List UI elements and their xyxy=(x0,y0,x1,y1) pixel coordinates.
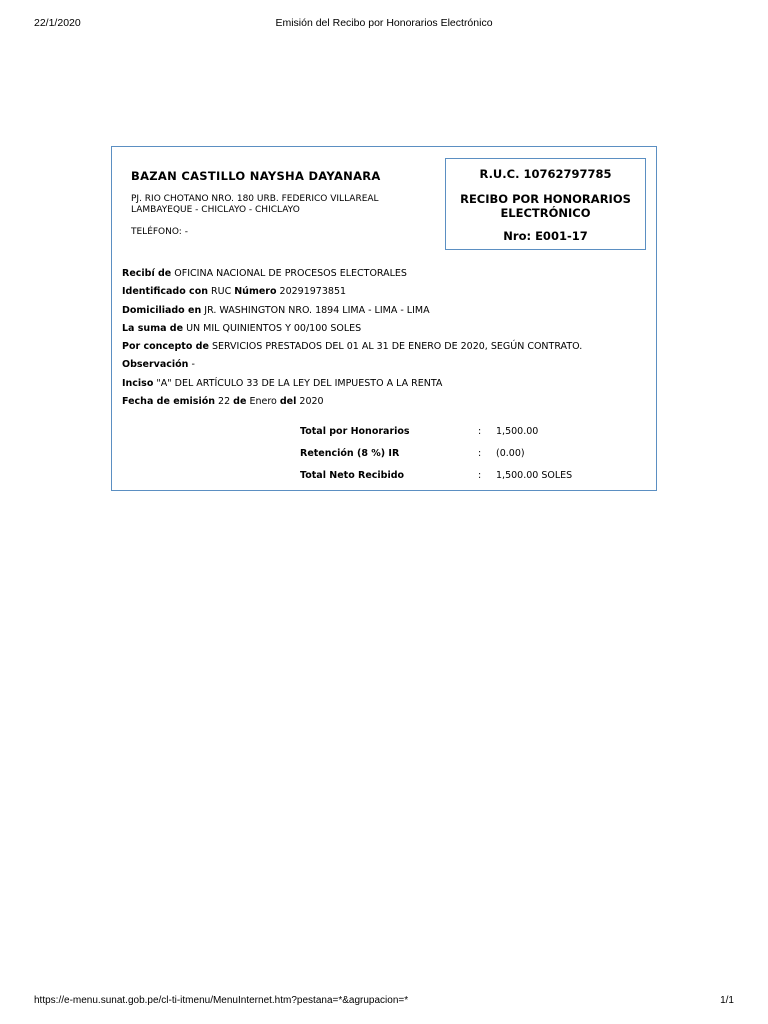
field-received-from xyxy=(122,267,642,285)
retention-label: Retención (8 %) IR xyxy=(300,448,400,459)
issue-year: 2020 xyxy=(299,396,324,408)
ruc-box xyxy=(445,158,646,250)
inciso-label: Inciso xyxy=(122,377,154,389)
field-inciso xyxy=(122,377,642,395)
retention-separator: : xyxy=(478,448,482,459)
sum-label: La suma de xyxy=(122,322,184,334)
issue-de-label: de xyxy=(233,396,247,408)
total-row-retention xyxy=(300,448,640,470)
ruc-number: R.U.C. 10762797785 xyxy=(479,167,612,181)
field-sum xyxy=(122,322,642,340)
document-number: Nro: E001-17 xyxy=(503,229,588,243)
issuer-address-line1: PJ. RIO CHOTANO NRO. 180 URB. FEDERICO VILLAREAL xyxy=(131,194,379,204)
sum-value: UN MIL QUINIENTOS Y 00/100 SOLES xyxy=(186,322,362,334)
issue-day: 22 xyxy=(218,396,231,408)
print-url: https://e-menu.sunat.gob.pe/cl-ti-itmenu/MenuInternet.htm?pestana=*&agrupacion=* xyxy=(34,995,409,1006)
identified-doc: RUC xyxy=(211,286,232,298)
issue-del-label: del xyxy=(279,396,297,408)
print-title: Emisión del Recibo por Honorarios Electrónico xyxy=(275,17,493,29)
document-type-line2: ELECTRÓNICO xyxy=(500,206,591,220)
issuer-address xyxy=(131,194,431,216)
observation-value: - xyxy=(191,359,195,371)
issuer-address-line2: LAMBAYEQUE - CHICLAYO - CHICLAYO xyxy=(131,205,300,215)
issue-date-label: Fecha de emisión xyxy=(122,396,216,408)
receipt xyxy=(111,146,657,491)
concept-value: SERVICIOS PRESTADOS DEL 01 AL 31 DE ENERO DE 2020, SEGÚN CONTRATO. xyxy=(211,341,583,353)
field-identified xyxy=(122,285,642,303)
number-label: Número xyxy=(234,286,277,298)
totals-table xyxy=(300,426,640,492)
received-from-label: Recibí de xyxy=(122,268,172,279)
page-number: 1/1 xyxy=(720,995,734,1006)
print-header xyxy=(34,17,734,31)
print-date: 22/1/2020 xyxy=(34,17,81,29)
total-fees-value: 1,500.00 xyxy=(496,426,539,437)
document-type xyxy=(446,192,645,220)
total-fees-label: Total por Honorarios xyxy=(300,426,410,437)
print-footer xyxy=(34,995,734,1009)
total-fees-separator: : xyxy=(478,426,482,437)
field-observation xyxy=(122,358,642,376)
field-concept xyxy=(122,340,642,358)
domicile-value: JR. WASHINGTON NRO. 1894 LIMA - LIMA - LIMA xyxy=(204,304,430,316)
document-type-line1: RECIBO POR HONORARIOS xyxy=(460,192,631,206)
issuer-name: BAZAN CASTILLO NAYSHA DAYANARA xyxy=(131,169,381,183)
total-row-net xyxy=(300,470,640,492)
retention-value: (0.00) xyxy=(496,448,525,459)
concept-label: Por concepto de xyxy=(122,341,209,353)
observation-label: Observación xyxy=(122,359,189,371)
total-row-fees xyxy=(300,426,640,448)
issuer-phone: TELÉFONO: - xyxy=(131,227,188,237)
identified-label: Identificado con xyxy=(122,286,208,298)
identified-number: 20291973851 xyxy=(279,286,347,298)
receipt-fields xyxy=(122,267,642,413)
net-total-label: Total Neto Recibido xyxy=(300,470,405,481)
issue-month: Enero xyxy=(249,396,277,408)
field-domicile xyxy=(122,304,642,322)
received-from-value: OFICINA NACIONAL DE PROCESOS ELECTORALES xyxy=(174,268,407,279)
field-issue-date xyxy=(122,395,642,413)
domicile-label: Domiciliado en xyxy=(122,304,202,316)
net-total-separator: : xyxy=(478,470,482,481)
inciso-value: "A" DEL ARTÍCULO 33 DE LA LEY DEL IMPUESTO A LA RENTA xyxy=(156,377,443,389)
net-total-value: 1,500.00 SOLES xyxy=(496,470,573,481)
